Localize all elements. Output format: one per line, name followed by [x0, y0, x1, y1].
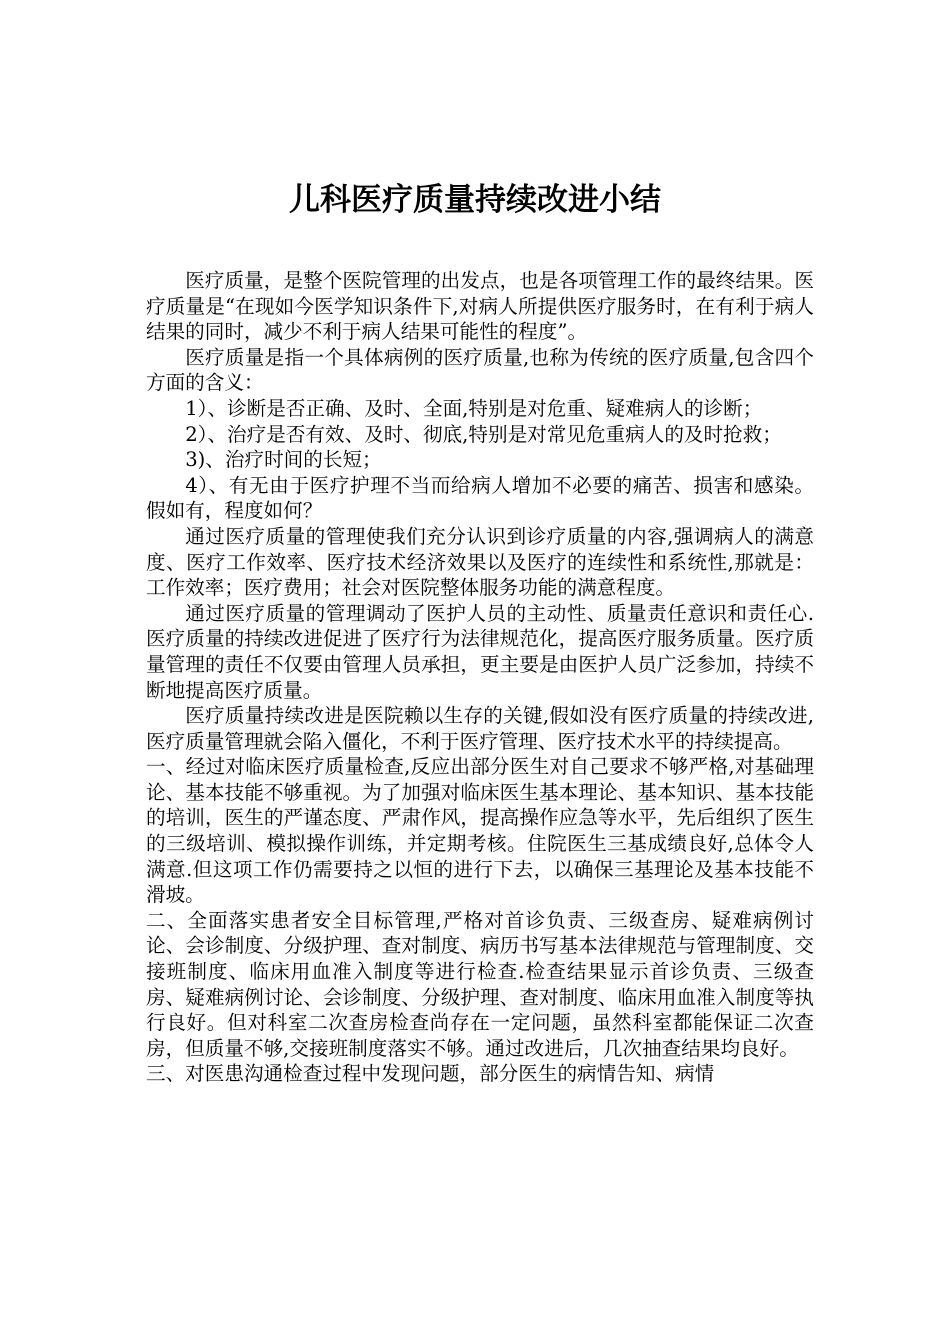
document-body: [146, 268, 814, 1087]
paragraph: 医疗质量，是整个医院管理的出发点，也是各项管理工作的最终结果。医疗质量是“在现如今医学知识条件下,对病人所提供医疗服务时，在有利于病人结果的同时，减少不利于病人结果可能性的程度”。: [146, 269, 814, 344]
paragraph: 医疗质量是指一个具体病例的医疗质量,也称为传统的医疗质量,包含四个方面的含义：: [146, 345, 814, 395]
list-item: 4）、有无由于医疗护理不当而给病人增加不必要的痛苦、损害和感染。假如有，程度如何？: [146, 473, 814, 523]
section-paragraph: 三、对医患沟通检查过程中发现问题，部分医生的病情告知、病情: [146, 1062, 715, 1086]
document-title: 儿科医疗质量持续改进小结: [289, 182, 661, 218]
list-item: 2）、治疗是否有效、及时、彻底,特别是对常见危重病人的及时抢救；: [185, 422, 782, 446]
paragraph: 通过医疗质量的管理使我们充分认识到诊疗质量的内容,强调病人的满意度、医疗工作效率、医疗技术经济效果以及医疗的连续性和系统性,那就是：工作效率；医疗费用；社会对医院整体服务功能的满意程度。: [146, 524, 814, 600]
paragraph: 医疗质量持续改进是医院赖以生存的关键,假如没有医疗质量的持续改进,医疗质量管理就会陷入僵化，不利于医疗管理、医疗技术水平的持续提高。: [146, 704, 814, 753]
section-paragraph: 二、全面落实患者安全目标管理,严格对首诊负责、三级查房、疑难病例讨论、会诊制度、分级护理、查对制度、病历书写基本法律规范与管理制度、交接班制度、临床用血准入制度等进行检查.检查结果显示首诊负责、三级查房、疑难病例讨论、会诊制度、分级护理、查对制度、临床用血准入制度等执行良好。但对科室二次查房检查尚存在一定问题，虽然科室都能保证二次查房，但质量不够,交接班制度落实不够。通过改进后，几次抽查结果均良好。: [146, 908, 814, 1060]
paragraph: 通过医疗质量的管理调动了医护人员的主动性、质量责任意识和责任心.医疗质量的持续改进促进了医疗行为法律规范化，提高医疗服务质量。医疗质量管理的责任不仅要由管理人员承担，更主要是由医护人员广泛参加，持续不断地提高医疗质量。: [146, 601, 814, 702]
list-item: 3)、治疗时间的长短；: [185, 448, 382, 472]
list-item: 1）、诊断是否正确、及时、全面,特别是对危重、疑难病人的诊断；: [185, 396, 763, 420]
section-paragraph: 一、经过对临床医疗质量检查,反应出部分医生对自己要求不够严格,对基础理论、基本技能不够重视。为了加强对临床医生基本理论、基本知识、基本技能的培训，医生的严谨态度、严肃作风，提高操作应急等水平，先后组织了医生的三级培训、模拟操作训练，并定期考核。住院医生三基成绩良好,总体令人满意.但这项工作仍需要持之以恒的进行下去，以确保三基理论及基本技能不滑坡。: [146, 755, 814, 907]
